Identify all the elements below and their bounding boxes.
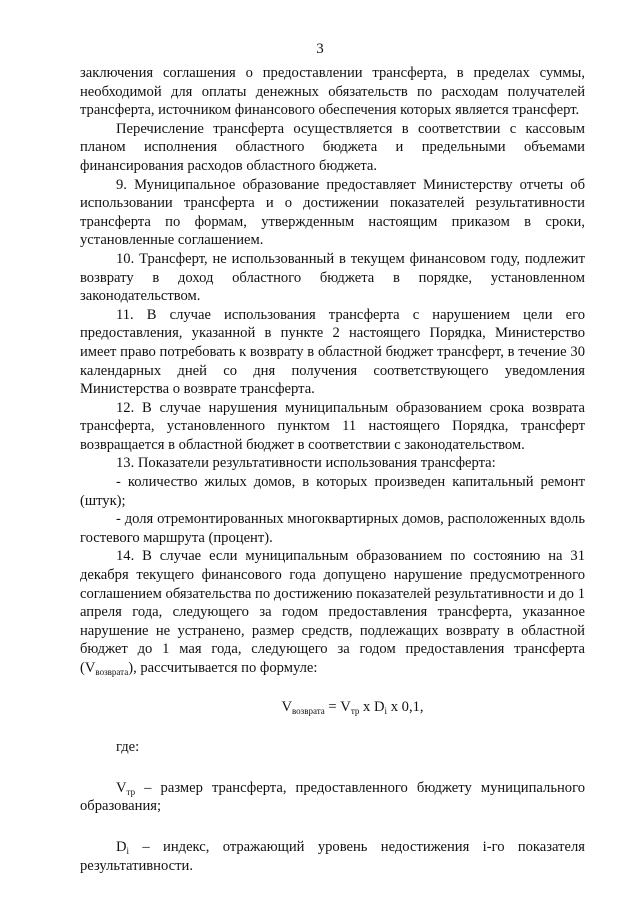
definition-vtr-subscript: тр [126,786,136,797]
formula-lhs: V [281,698,292,715]
formula-lhs-subscript: возврата [291,705,325,716]
paragraph-transfer-payment: Перечисление трансферта осуществляется в соответствии с кассовым планом исполнения областного бюджета и предельными объемами финансирования расходов областного бюджета. [80,120,585,174]
formula-d-subscript: i [384,705,388,716]
formula-vtr-subscript: тр [350,705,360,716]
indicator-item-2: - доля отремонтированных многоквартирных домов, расположенных вдоль гостевого маршрута (процент). [80,511,585,546]
paragraph-14 [80,547,585,677]
formula-rest: x 0,1, [387,698,424,715]
paragraph-14-subscript: возврата [95,667,129,677]
document-body [80,64,585,875]
definition-di-text: – индекс, отражающий уровень недостижения i-го показателя результативности. [80,838,585,874]
formula-times-d: x D [359,698,385,715]
page-number: 3 [316,41,324,57]
paragraph-14-text: 14. В случае если муниципальным образованием по состоянию на 31 декабря текущего финансового года допущено нарушение предусмотренного соглашением обязательства по достижению показателей результативности и до 1 апреля года, следующего за годом предоставления трансферта, указанное нарушение не устранено, размер средств, подлежащих возврату в областной бюджет до 1 мая года, следующего за годом предоставления трансферта (V [80,548,585,676]
definition-di-symbol: D [116,838,127,855]
formula [80,698,585,717]
indicator-item-1: - количество жилых домов, в которых произведен капитальный ремонт (штук); [80,474,585,509]
paragraph-12: 12. В случае нарушения муниципальным образованием срока возврата трансферта, установленного пунктом 11 настоящего Порядка, трансферт возвращается в областной бюджет в соответствии с законодательством. [80,399,585,453]
definition-vtr-text: – размер трансферта, предоставленного бюджету муниципального образования; [80,779,585,815]
formula-eq: = V [324,698,351,715]
where-label: где: [116,739,140,756]
definition-di [80,838,585,875]
definition-vtr [80,779,585,816]
paragraph-11: 11. В случае использования трансферта с нарушением цели его предоставления, указанной в пункте 2 настоящего Порядка, Министерство имеет право потребовать к возврату в областной бюджет трансферт, в течение 30 календарных дней со дня получения соответствующего уведомления Министерства о возврате трансферта. [80,306,585,398]
definition-vtr-symbol: V [116,779,127,796]
paragraph-14-tail: ), рассчитывается по формуле: [128,660,318,676]
paragraph-13: 13. Показатели результативности использования трансферта: [116,455,496,472]
paragraph-continuation: заключения соглашения о предоставлении трансферта, в пределах суммы, необходимой для оплаты денежных обязательств по расходам получателей трансферта, источником финансового обеспечения которых является трансферт. [80,65,585,119]
paragraph-9: 9. Муниципальное образование предоставляет Министерству отчеты об использовании трансферта и о достижении показателей результативности трансферта по формам, утвержденным настоящим приказом в сроки, установленные соглашением. [80,176,585,249]
definition-di-subscript: i [126,845,130,856]
paragraph-10: 10. Трансферт, не использованный в текущем финансовом году, подлежит возврату в доход областного бюджета в порядке, установленном законодательством. [80,250,585,305]
